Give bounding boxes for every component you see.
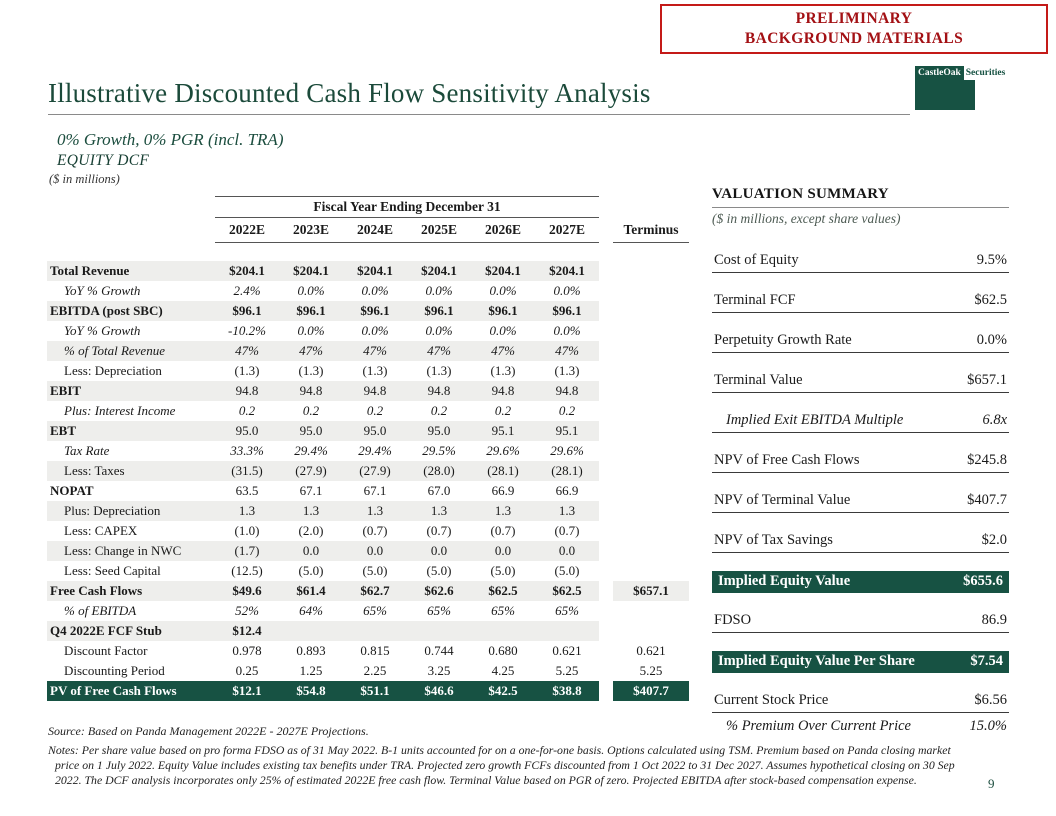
dcf-terminus-cell [613, 521, 689, 541]
dcf-cell: 0.2 [302, 402, 320, 418]
valuation-item-label: Implied Exit EBITDA Multiple [726, 412, 904, 428]
dcf-cell: 0.978 [232, 642, 262, 658]
dcf-cell: (5.0) [362, 562, 388, 578]
dcf-terminus-cell [613, 621, 689, 641]
dcf-cell: 0.2 [558, 402, 576, 418]
dcf-cell: 63.5 [235, 482, 259, 498]
dcf-cell: 0.0% [425, 322, 453, 338]
dcf-cell: (28.1) [535, 461, 599, 481]
valuation-item [712, 651, 1009, 673]
column-gap [599, 561, 613, 581]
dcf-cell: 0.2 [366, 402, 384, 418]
column-header: 2025E [407, 218, 471, 243]
column-header: 2022E [215, 218, 279, 243]
column-gap [599, 541, 613, 561]
dcf-row [47, 261, 689, 281]
dcf-cell: 0.2 [494, 402, 512, 418]
dcf-cell: $96.1 [343, 301, 407, 321]
valuation-item-label: Implied Equity Value [718, 573, 851, 589]
dcf-cell: (12.5) [231, 562, 263, 578]
valuation-summary-title: VALUATION SUMMARY [712, 186, 889, 202]
dcf-terminus-cell [613, 601, 689, 621]
dcf-terminus-cell [613, 501, 689, 521]
footer-notes: Notes: Per share value based on pro forma FDSO as of 31 May 2022. B-1 units accounted for on a one-for-one basis. Options calculated using TSM. Premium based on Panda closing market price on 1 July 2022. Equity Value includes existing tax benefits under TRA. Projected zero growth FCFs discounted from 1 Oct 2022 to 31 Dec 2027. Assumes hypothetical closing on 30 Sep 2022. The DCF analysis incorporates only 25% of estimated 2022E free cash flow. Terminal Value based on PGR of zero. Projected EBITDA after stock-based compensation expense. [48, 743, 955, 787]
dcf-row-label: Total Revenue [47, 261, 215, 281]
dcf-cell: 95.1 [471, 421, 535, 441]
dcf-cell: 0.0% [425, 282, 453, 298]
dcf-cell: 94.8 [215, 381, 279, 401]
dcf-cell: (0.7) [490, 522, 516, 538]
dcf-cell: (1.3) [554, 362, 580, 378]
dcf-cell: $42.5 [471, 681, 535, 701]
dcf-cell: $62.7 [343, 581, 407, 601]
dcf-cell: $96.1 [535, 301, 599, 321]
dcf-terminus-cell [613, 341, 689, 361]
valuation-item [712, 571, 1009, 593]
valuation-item-value: $657.1 [967, 372, 1007, 388]
valuation-item-value: $245.8 [967, 452, 1007, 468]
logo-suffix: Securities [965, 68, 1006, 78]
dcf-row-label: % of Total Revenue [47, 341, 215, 361]
dcf-row [47, 561, 689, 581]
dcf-cell: 1.3 [471, 501, 535, 521]
dcf-cell: 94.8 [279, 381, 343, 401]
valuation-item [712, 491, 1009, 513]
dcf-row-label: Less: CAPEX [64, 522, 138, 538]
dcf-cell: $96.1 [407, 301, 471, 321]
dcf-row [47, 621, 689, 641]
valuation-item-value: 86.9 [981, 612, 1007, 628]
dcf-cell: 0.0% [489, 322, 517, 338]
valuation-item-value: $7.54 [970, 653, 1003, 669]
page-number: 9 [988, 776, 995, 791]
valuation-item-label: Implied Equity Value Per Share [718, 653, 915, 669]
valuation-item-value: 6.8x [982, 412, 1007, 428]
dcf-cell: 0.0% [553, 322, 581, 338]
dcf-row [47, 301, 689, 321]
dcf-row [47, 601, 689, 621]
column-gap [599, 461, 613, 481]
dcf-terminus-cell [613, 321, 689, 341]
valuation-item-label: NPV of Terminal Value [714, 492, 851, 508]
dcf-terminus-cell [613, 541, 689, 561]
dcf-cell: (5.0) [490, 562, 516, 578]
dcf-cell: 0.0% [489, 282, 517, 298]
valuation-summary-subtitle: ($ in millions, except share values) [712, 211, 901, 226]
dcf-cell: 1.3 [343, 501, 407, 521]
dcf-terminus-cell: 0.621 [636, 642, 666, 658]
valuation-item [712, 371, 1009, 393]
valuation-item-value: 9.5% [976, 252, 1007, 268]
dcf-cell: 47% [279, 341, 343, 361]
logo-name: CastleOak [915, 66, 964, 80]
dcf-cell: $38.8 [535, 681, 599, 701]
dcf-row [47, 341, 689, 361]
dcf-cell: (2.0) [298, 522, 324, 538]
dcf-cell: 47% [535, 341, 599, 361]
dcf-row-label: Discounting Period [64, 662, 165, 678]
valuation-item [712, 411, 1009, 433]
dcf-cell: 0.680 [488, 642, 518, 658]
column-gap [599, 321, 613, 341]
dcf-cell: 0.0% [297, 322, 325, 338]
dcf-row [47, 681, 689, 701]
dcf-cell: 65% [555, 602, 579, 618]
dcf-cell: 1.25 [299, 662, 323, 678]
dcf-cell: (1.3) [298, 362, 324, 378]
valuation-item [712, 691, 1009, 713]
dcf-cell: $96.1 [279, 301, 343, 321]
dcf-terminus-cell [613, 441, 689, 461]
footer-source: Source: Based on Panda Management 2022E - 2027E Projections. [48, 724, 369, 738]
dcf-cell: 1.3 [279, 501, 343, 521]
column-gap [599, 641, 613, 661]
dcf-cell: 47% [343, 341, 407, 361]
dcf-cell: 66.9 [491, 482, 515, 498]
valuation-item-label: NPV of Free Cash Flows [714, 452, 860, 468]
dcf-cell: -10.2% [228, 322, 266, 338]
valuation-item-label: Cost of Equity [714, 252, 799, 268]
dcf-cell: 47% [215, 341, 279, 361]
valuation-items [712, 251, 1009, 738]
dcf-cell: $62.5 [471, 581, 535, 601]
dcf-cell: (0.7) [554, 522, 580, 538]
dcf-cell: 0.893 [296, 642, 326, 658]
dcf-row-label: Less: Taxes [47, 461, 215, 481]
dcf-cell: 29.4% [358, 442, 392, 458]
dcf-row-label: Discount Factor [64, 642, 148, 658]
dcf-row-label: % of EBITDA [64, 602, 137, 618]
logo-wordmark [915, 66, 1013, 80]
column-header-row [47, 218, 689, 243]
valuation-item-label: Terminal Value [714, 372, 803, 388]
column-gap [599, 521, 613, 541]
dcf-cell: 29.4% [294, 442, 328, 458]
valuation-item [712, 611, 1009, 633]
dcf-cell: 0.0 [343, 541, 407, 561]
column-header: 2026E [471, 218, 535, 243]
valuation-item [712, 331, 1009, 353]
dcf-cell: 94.8 [407, 381, 471, 401]
dcf-cell: 3.25 [427, 662, 451, 678]
dcf-cell: (1.3) [490, 362, 516, 378]
valuation-item-value: $2.0 [981, 532, 1007, 548]
dcf-cell: 65% [363, 602, 387, 618]
dcf-cell: 67.1 [363, 482, 387, 498]
dcf-terminus-cell [613, 301, 689, 321]
dcf-cell: (31.5) [215, 461, 279, 481]
valuation-item-value: $655.6 [963, 573, 1003, 589]
valuation-item-label: Current Stock Price [714, 692, 829, 708]
dcf-cell: 0.2 [238, 402, 256, 418]
dcf-row [47, 361, 689, 381]
dcf-cell: 47% [471, 341, 535, 361]
dcf-row [47, 401, 689, 421]
valuation-item [712, 717, 1009, 738]
dcf-cell: (0.7) [362, 522, 388, 538]
dcf-row [47, 441, 689, 461]
dcf-cell: 33.3% [230, 442, 264, 458]
dcf-cell: (1.3) [234, 362, 260, 378]
dcf-cell [535, 621, 599, 641]
dcf-cell: $204.1 [343, 261, 407, 281]
dcf-row [47, 641, 689, 661]
dcf-cell: 94.8 [535, 381, 599, 401]
units-note: ($ in millions) [49, 172, 120, 186]
dcf-cell: 0.0 [471, 541, 535, 561]
dcf-terminus-cell [613, 461, 689, 481]
dcf-row [47, 421, 689, 441]
subtitle-growth-assumption: 0% Growth, 0% PGR (incl. TRA) [57, 130, 284, 149]
dcf-cell [279, 621, 343, 641]
dcf-cell [471, 621, 535, 641]
dcf-terminus-cell [613, 261, 689, 281]
dcf-cell: 94.8 [343, 381, 407, 401]
valuation-item-value: 0.0% [976, 332, 1007, 348]
dcf-cell: $49.6 [215, 581, 279, 601]
valuation-item [712, 291, 1009, 313]
column-gap [599, 661, 613, 681]
dcf-cell: 29.6% [486, 442, 520, 458]
dcf-row-label: Q4 2022E FCF Stub [47, 621, 215, 641]
dcf-cell: (5.0) [426, 562, 452, 578]
dcf-cell: $62.5 [535, 581, 599, 601]
fiscal-year-header: Fiscal Year Ending December 31 [215, 197, 599, 218]
dcf-terminus-cell: $407.7 [613, 681, 689, 701]
dcf-cell: 0.25 [235, 662, 259, 678]
dcf-terminus-cell [613, 561, 689, 581]
dcf-cell: 1.3 [407, 501, 471, 521]
dcf-cell: $96.1 [215, 301, 279, 321]
title-rule [48, 114, 910, 115]
dcf-cell: 2.25 [363, 662, 387, 678]
dcf-cell: 1.3 [535, 501, 599, 521]
dcf-row [47, 541, 689, 561]
dcf-row [47, 381, 689, 401]
dcf-cell [343, 621, 407, 641]
banner-line2: BACKGROUND MATERIALS [744, 30, 964, 47]
column-gap [599, 441, 613, 461]
dcf-cell: 64% [299, 602, 323, 618]
dcf-terminus-cell [613, 401, 689, 421]
dcf-row [47, 461, 689, 481]
dcf-cell: 0.0 [279, 541, 343, 561]
valuation-item-label: % Premium Over Current Price [726, 718, 911, 734]
dcf-terminus-cell: 5.25 [639, 662, 663, 678]
column-gap [599, 341, 613, 361]
dcf-row [47, 521, 689, 541]
dcf-cell: 2.4% [233, 282, 261, 298]
dcf-row-label: PV of Free Cash Flows [47, 681, 215, 701]
dcf-row-label: EBT [47, 421, 215, 441]
column-header: 2024E [343, 218, 407, 243]
column-gap [599, 421, 613, 441]
dcf-cell: $204.1 [215, 261, 279, 281]
dcf-row-label: Less: Seed Capital [64, 562, 161, 578]
dcf-terminus-cell [613, 421, 689, 441]
dcf-row-label: EBIT [47, 381, 215, 401]
dcf-cell: $62.6 [407, 581, 471, 601]
dcf-cell: (1.7) [215, 541, 279, 561]
dcf-row [47, 481, 689, 501]
page-title: Illustrative Discounted Cash Flow Sensitivity Analysis [48, 78, 651, 108]
section-label-equity-dcf: EQUITY DCF [57, 152, 150, 169]
dcf-cell: 95.0 [279, 421, 343, 441]
valuation-item-label: NPV of Tax Savings [714, 532, 833, 548]
dcf-cell: (5.0) [554, 562, 580, 578]
dcf-terminus-cell [613, 281, 689, 301]
dcf-cell: $51.1 [343, 681, 407, 701]
dcf-cell: 0.0 [535, 541, 599, 561]
dcf-cell: $204.1 [279, 261, 343, 281]
dcf-row [47, 581, 689, 601]
dcf-cell: (28.0) [407, 461, 471, 481]
dcf-row [47, 501, 689, 521]
dcf-cell: 47% [407, 341, 471, 361]
dcf-row-label: Plus: Interest Income [64, 402, 176, 418]
dcf-row-label: Less: Change in NWC [47, 541, 215, 561]
dcf-cell: 0.0 [407, 541, 471, 561]
dcf-row-label: Plus: Depreciation [47, 501, 215, 521]
column-gap [599, 361, 613, 381]
dcf-cell: (28.1) [471, 461, 535, 481]
valuation-title-rule [712, 207, 1009, 208]
dcf-cell: 95.0 [407, 421, 471, 441]
dcf-cell: 0.744 [424, 642, 454, 658]
column-gap [599, 401, 613, 421]
fiscal-year-span-row [47, 197, 689, 218]
valuation-item-value: 15.0% [969, 718, 1007, 734]
dcf-cell: 0.0% [361, 282, 389, 298]
dcf-cell: $204.1 [471, 261, 535, 281]
dcf-cell: 95.0 [215, 421, 279, 441]
dcf-cell: 67.0 [427, 482, 451, 498]
column-gap [599, 381, 613, 401]
dcf-cell: (27.9) [279, 461, 343, 481]
dcf-terminus-cell: $657.1 [613, 581, 689, 601]
dcf-cell: (1.3) [426, 362, 452, 378]
valuation-item-value: $62.5 [974, 292, 1007, 308]
dcf-cell: 0.0% [553, 282, 581, 298]
dcf-cell: 0.621 [552, 642, 582, 658]
dcf-cell: 1.3 [215, 501, 279, 521]
column-gap [599, 281, 613, 301]
column-gap [599, 601, 613, 621]
dcf-cell: $96.1 [471, 301, 535, 321]
valuation-item-value: $6.56 [974, 692, 1007, 708]
valuation-item [712, 251, 1009, 273]
column-gap [599, 621, 613, 641]
dcf-cell: 66.9 [555, 482, 579, 498]
dcf-cell: 0.0% [297, 282, 325, 298]
dcf-terminus-cell [613, 481, 689, 501]
dcf-cell: (5.0) [298, 562, 324, 578]
dcf-cell: $61.4 [279, 581, 343, 601]
dcf-cell: 29.6% [550, 442, 584, 458]
valuation-item-label: Perpetuity Growth Rate [714, 332, 852, 348]
dcf-cell: (1.3) [362, 362, 388, 378]
dcf-cell: 0.0% [361, 322, 389, 338]
column-header: 2027E [535, 218, 599, 243]
castleoak-logo [915, 66, 1013, 110]
dcf-cell: 4.25 [491, 662, 515, 678]
valuation-item-label: Terminal FCF [714, 292, 796, 308]
valuation-item-value: $407.7 [967, 492, 1007, 508]
dcf-cell: 5.25 [555, 662, 579, 678]
dcf-cell: $54.8 [279, 681, 343, 701]
valuation-item [712, 451, 1009, 473]
dcf-row [47, 661, 689, 681]
dcf-row-label: EBITDA (post SBC) [47, 301, 215, 321]
column-gap [599, 261, 613, 281]
column-gap [599, 481, 613, 501]
dcf-cell: (1.0) [234, 522, 260, 538]
dcf-cell: 29.5% [422, 442, 456, 458]
dcf-cell: 65% [427, 602, 451, 618]
dcf-cell: 52% [235, 602, 259, 618]
dcf-row-label: Less: Depreciation [64, 362, 162, 378]
dcf-cell: 95.1 [535, 421, 599, 441]
dcf-row-label: NOPAT [50, 482, 94, 498]
dcf-cell: $204.1 [407, 261, 471, 281]
column-gap [599, 501, 613, 521]
column-gap [599, 301, 613, 321]
terminus-header: Terminus [613, 218, 689, 243]
dcf-table [47, 196, 689, 701]
dcf-terminus-cell [613, 381, 689, 401]
dcf-cell: $204.1 [535, 261, 599, 281]
dcf-row [47, 321, 689, 341]
dcf-terminus-cell [613, 361, 689, 381]
dcf-cell: $46.6 [407, 681, 471, 701]
dcf-row-label: YoY % Growth [64, 322, 141, 338]
dcf-cell: 0.815 [360, 642, 390, 658]
logo-mark [915, 80, 975, 110]
dcf-cell: (27.9) [343, 461, 407, 481]
dcf-cell: (0.7) [426, 522, 452, 538]
dcf-row-label: Tax Rate [64, 442, 110, 458]
dcf-cell: 67.1 [299, 482, 323, 498]
column-gap [599, 581, 613, 601]
dcf-cell: 0.2 [430, 402, 448, 418]
dcf-row [47, 281, 689, 301]
dcf-cell [407, 621, 471, 641]
dcf-cell: 65% [491, 602, 515, 618]
dcf-cell: 94.8 [471, 381, 535, 401]
dcf-cell: 95.0 [343, 421, 407, 441]
dcf-cell: $12.1 [215, 681, 279, 701]
preliminary-banner [660, 4, 1048, 54]
banner-line1: PRELIMINARY [795, 10, 913, 27]
dcf-row-label: YoY % Growth [64, 282, 141, 298]
valuation-item [712, 531, 1009, 553]
dcf-row-label: Free Cash Flows [47, 581, 215, 601]
column-header: 2023E [279, 218, 343, 243]
dcf-cell: $12.4 [215, 621, 279, 641]
column-gap [599, 681, 613, 701]
valuation-item-label: FDSO [714, 612, 752, 628]
valuation-summary [712, 186, 1009, 738]
